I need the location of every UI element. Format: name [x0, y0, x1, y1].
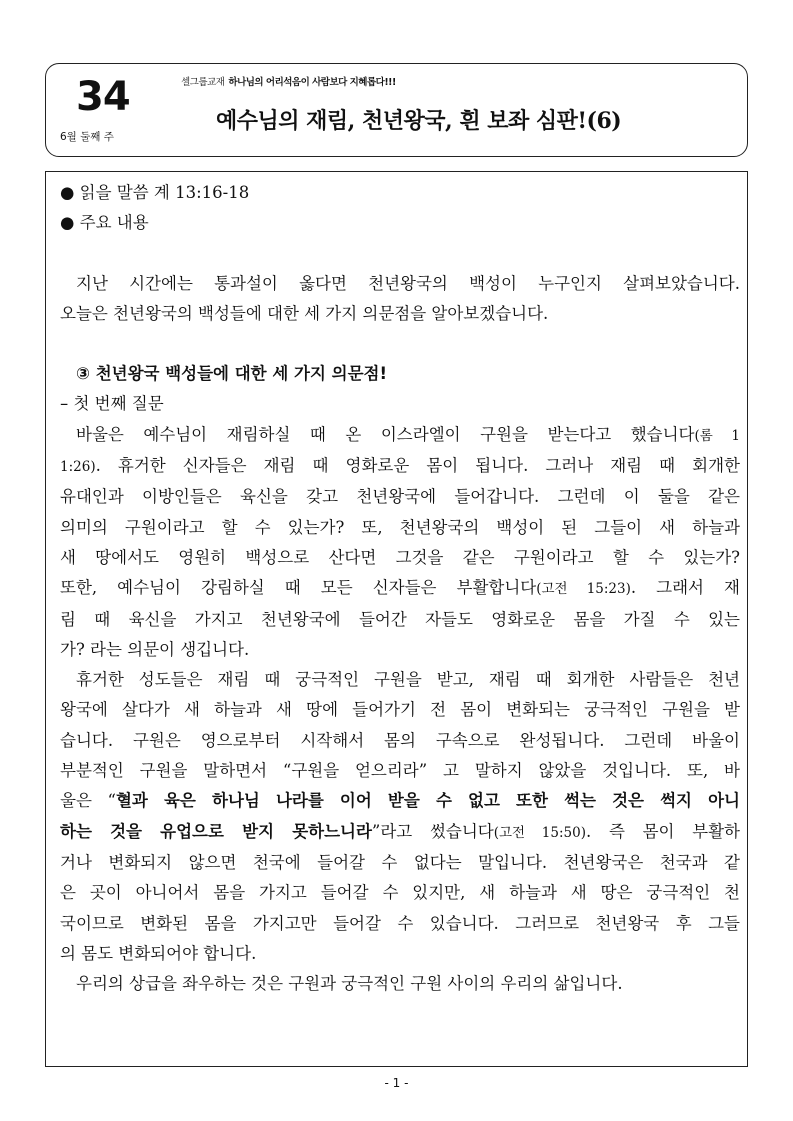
paragraph-line: 의 몸도 변화되어야 합니다. [60, 943, 257, 963]
quote-emphasis: 하는 것을 유업으로 받지 못하느니라 [60, 821, 372, 841]
series-line [181, 74, 396, 88]
paragraph-line: 울은 “혈과 육은 하나님 나라를 이어 받을 수 없고 또한 썩는 것은 썩지 아니 [60, 791, 740, 811]
paragraph-line: 1:26). 휴거한 신자들은 재림 때 영화로운 몸이 됩니다. 그러나 재림 때 회개한 [60, 456, 740, 476]
lesson-title: 예수님의 재림, 천년왕국, 흰 보좌 심판!(6) [216, 108, 622, 134]
intro-line: 지난 시간에는 통과설이 옳다면 천년왕국의 백성이 누구인지 살펴보았습니다. [76, 273, 740, 293]
paragraph-line: 왕국에 살다가 새 하늘과 새 땅에 들어가기 전 몸이 변화되는 궁극적인 구원을 받 [60, 700, 740, 720]
paragraph-line: 가? 라는 의문이 생깁니다. [60, 639, 250, 659]
paragraph-line: 하는 것을 유업으로 받지 못하느니라”라고 썼습니다(고전 15:50). 즉 몸이 부활하 [60, 821, 740, 841]
reading-label: ● 읽을 말씀 [60, 183, 149, 202]
page-number: - 1 - [384, 1076, 409, 1090]
paragraph-line: 바울은 예수님이 재림하실 때 온 이스라엘이 구원을 받는다고 했습니다(롬 1 [76, 424, 740, 444]
series-label: 셀그룹교재 [181, 77, 225, 88]
paragraph-line: 새 땅에서도 영원히 백성으로 산다면 그것을 같은 구원이라고 할 수 있는가? [60, 547, 740, 567]
paragraph-line: 우리의 상급을 좌우하는 것은 구원과 궁극적인 구원 사이의 우리의 삶입니다. [76, 974, 623, 994]
quote-emphasis: 혈과 육은 하나님 나라를 이어 받을 수 없고 또한 썩는 것은 썩지 아니 [115, 791, 740, 811]
section-heading: ③ 천년왕국 백성들에 대한 세 가지 의문점! [76, 364, 387, 384]
lesson-week: 6월 둘째 주 [60, 131, 114, 143]
paragraph-line: 의미의 구원이라고 할 수 있는가? 또, 천년왕국의 백성이 된 그들이 새 하늘과 [60, 517, 740, 537]
paragraph-line: 거나 변화되지 않으면 천국에 들어갈 수 없다는 말입니다. 천년왕국은 천국과 같 [60, 852, 740, 872]
paragraph-line: 또한, 예수님이 강림하실 때 모든 신자들은 부활합니다(고전 15:23). 그래서 재 [60, 578, 740, 598]
section-subheading: – 첫 번째 질문 [60, 394, 164, 414]
paragraph-line: 휴거한 성도들은 재림 때 궁극적인 구원을 받고, 재림 때 회개한 사람들은 천년 [76, 670, 740, 690]
lesson-header [45, 63, 748, 157]
paragraph-line: 부분적인 구원을 말하면서 “구원을 얻으리라” 고 말하지 않았을 것입니다. 또, 바 [60, 761, 740, 781]
paragraph-line: 습니다. 구원은 영으로부터 시작해서 몸의 구속으로 완성됩니다. 그런데 바울이 [60, 730, 740, 750]
paragraph-line: 림 때 육신을 가지고 천년왕국에 들어간 자들도 영화로운 몸을 가질 수 있는 [60, 609, 740, 629]
main-content-bullet: ● 주요 내용 [60, 213, 149, 233]
series-subtitle: 하나님의 어리석음이 사람보다 지혜롭다!!! [228, 77, 396, 88]
paragraph-line: 은 곳이 아니어서 몸을 가지고 들어갈 수 있지만, 새 하늘과 새 땅은 궁극적인 천 [60, 883, 740, 903]
paragraph-line: 국이므로 변화된 몸을 가지고만 들어갈 수 있습니다. 그러므로 천년왕국 후 그들 [60, 913, 740, 933]
intro-line: 오늘은 천년왕국의 백성들에 대한 세 가지 의문점을 알아보겠습니다. [60, 303, 549, 323]
reading-bullet [60, 178, 740, 208]
reading-reference: 계 13:16-18 [153, 183, 250, 202]
lesson-number: 34 [76, 74, 130, 120]
paragraph-line: 유대인과 이방인들은 육신을 갖고 천년왕국에 들어갑니다. 그런데 이 둘을 같은 [60, 487, 740, 507]
lesson-body [45, 171, 748, 1067]
